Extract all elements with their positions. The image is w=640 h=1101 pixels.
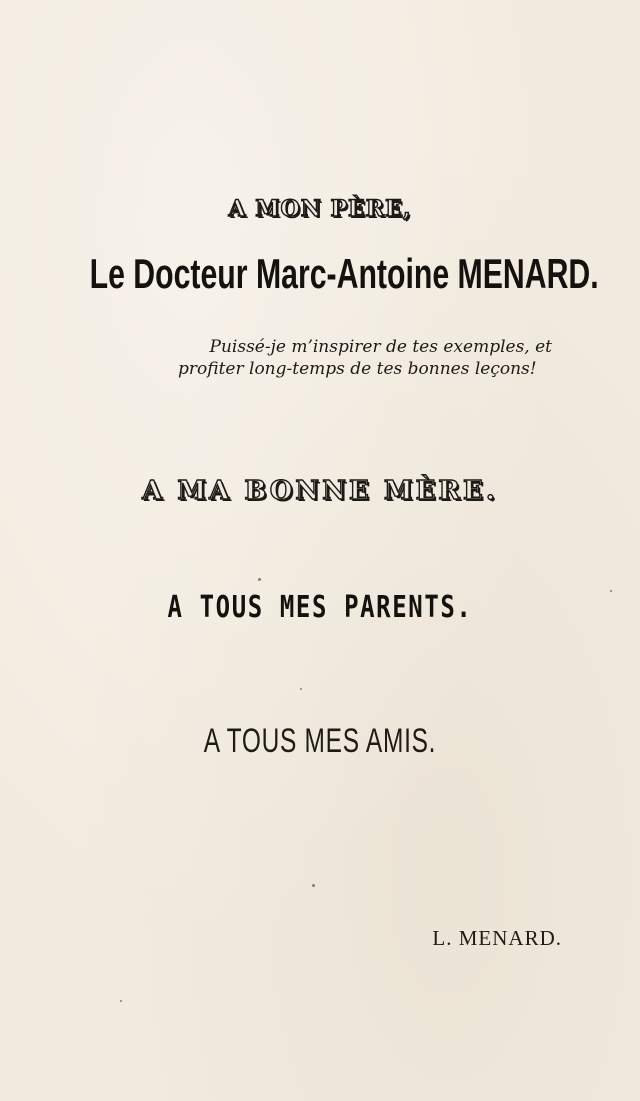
epigraph: [178, 336, 552, 380]
paper-speck: [312, 884, 315, 887]
paper-speck: [120, 1000, 122, 1002]
paper-speck: [258, 578, 261, 581]
dedication-parents: A TOUS MES PARENTS.: [167, 590, 473, 625]
dedication-friends: A TOUS MES AMIS.: [203, 722, 437, 760]
epigraph-line-2: profiter long-temps de tes bonnes leçons!: [178, 359, 537, 379]
paper-speck: [300, 688, 302, 690]
dedicatee-name: Le Docteur Marc-Antoine MENARD.: [89, 250, 599, 297]
author-signature: L. MENARD.: [432, 926, 562, 950]
dedication-heading-father: A MON PÈRE,: [228, 196, 412, 222]
dedication-heading-mother: A MA BONNE MÈRE.: [142, 476, 498, 506]
paper-speck: [610, 590, 612, 592]
epigraph-line-1: Puissé-je m’inspirer de tes exemples, et: [209, 337, 552, 357]
